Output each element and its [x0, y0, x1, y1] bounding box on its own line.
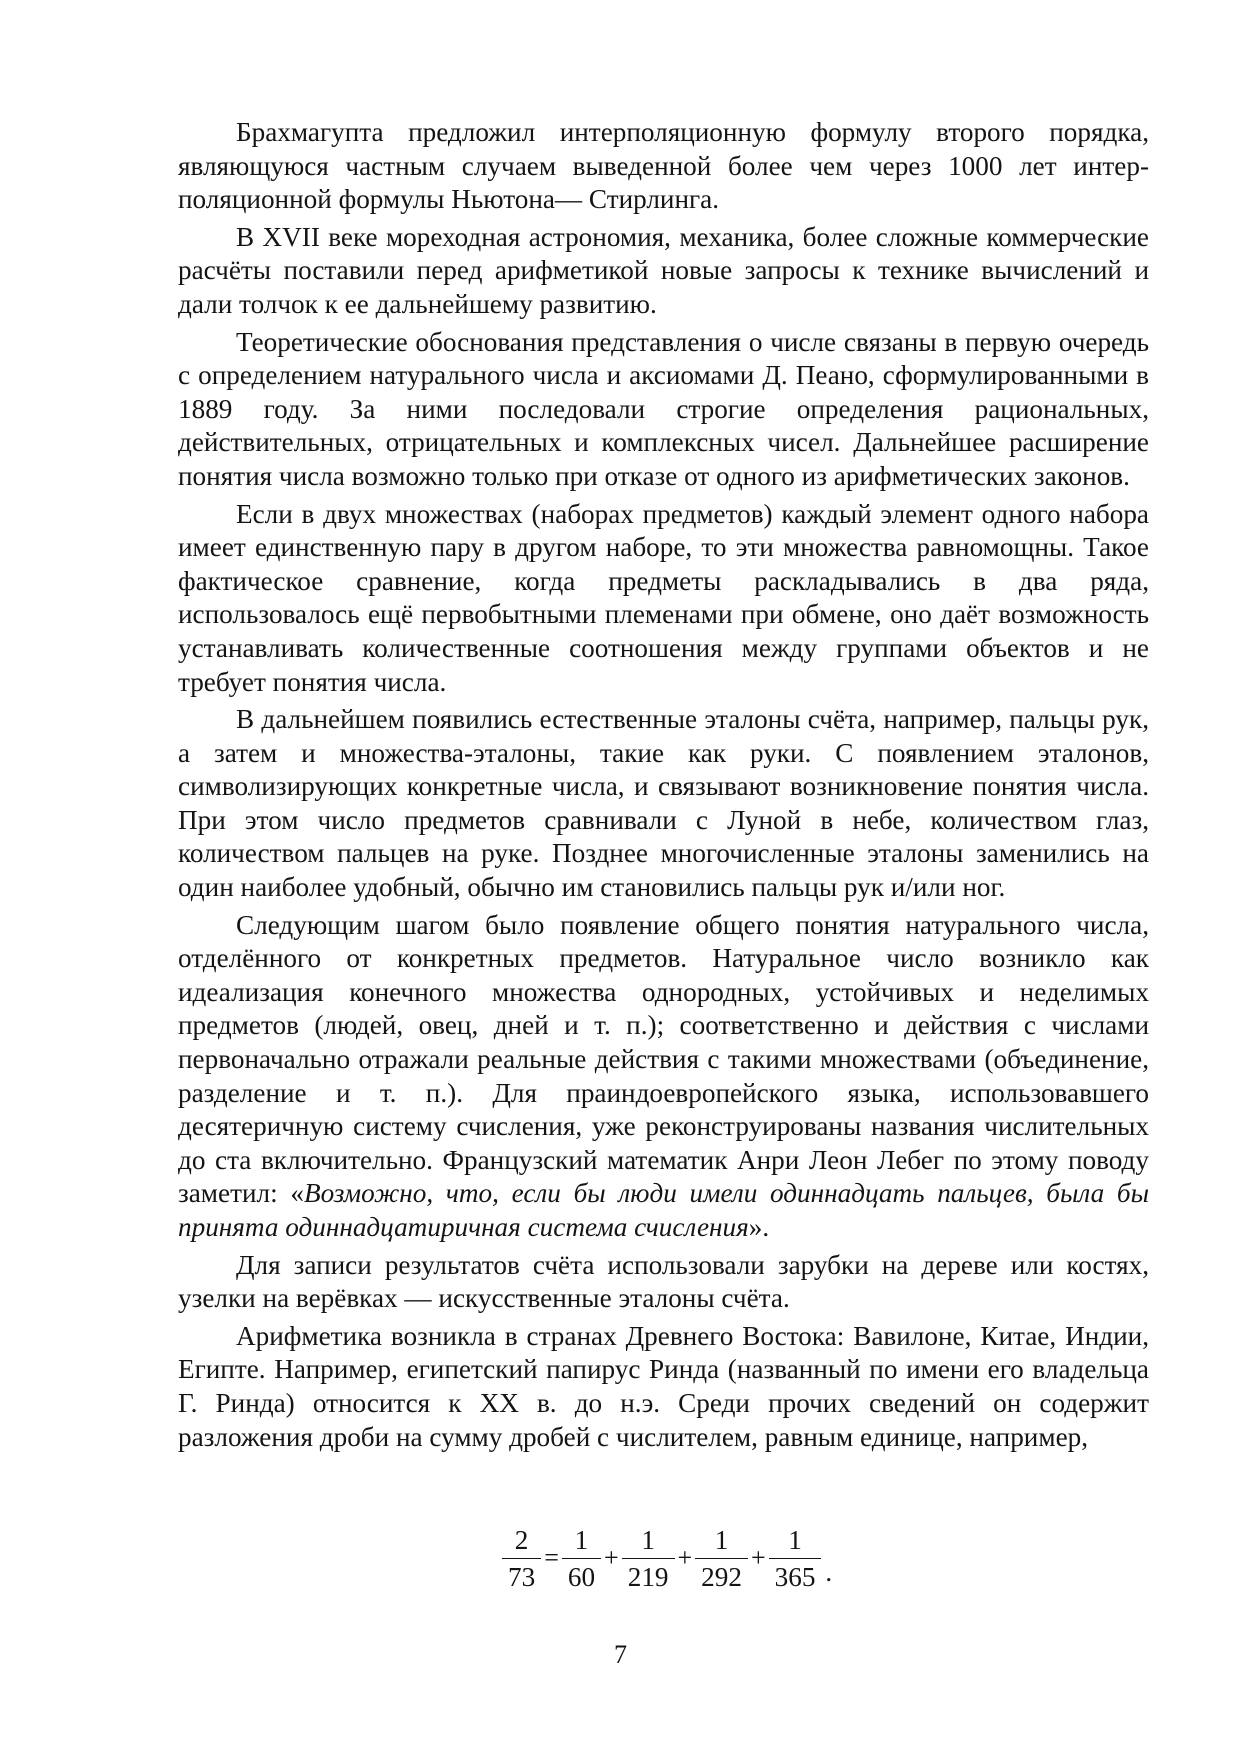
lebesgue-text-after: ». — [748, 1212, 770, 1242]
paragraph-natural-number — [178, 909, 1149, 1245]
fraction-term — [622, 1525, 675, 1592]
paragraph-brahmagupta: Брахмагупта предложил интерполяционную формулу второго порядка, являющуюся частным случаем выведенной более чем через 1000 лет интерполяционной формулы Ньютона— Стирлинга. — [178, 117, 1149, 215]
fraction-numerator: 1 — [788, 1524, 802, 1555]
plus-sign: + — [750, 1543, 766, 1572]
paragraph-notches: Для записи результатов счёта использовали зарубки на дереве или костях, узелки на верёвках — искусственные эталоны счёта. — [178, 1249, 1149, 1314]
fraction-term — [562, 1525, 601, 1592]
paragraph-peano: Теоретические обоснования представления о числе связаны в первую очередь с определением натурального числа и аксиомами Д. Пеано, сформулированными в 1889 году. За ними последовали строгие определения рациональных, действительных, отрицательных и комплексных чисел. Дальнейшее расширение понятия числа возможно только при отказе от одного из арифметических законов. — [178, 326, 1149, 491]
plus-sign: + — [604, 1543, 619, 1572]
fraction-numerator: 1 — [641, 1524, 655, 1555]
paragraph-counting-standards: В дальнейшем появились естественные эталоны счёта, например, пальцы рук, а затем и множества-эталоны, такие как руки. С появлением эталонов, символизирующих конкретные числа, и связывают возникновение понятия числа. При этом число предметов сравнивали с Луной в небе, количеством глаз, количеством пальцев на руке. Позднее многочисленные эталоны заменились на один наиболее удобный, обычно им становились пальцы рук и/или ног. — [178, 704, 1149, 903]
fraction-term — [695, 1525, 748, 1592]
page-body — [178, 116, 1149, 1458]
paragraph-arithmetic-origin: Арифметика возникла в странах Древнего Востока: Вавилоне, Китае, Индии, Египте. Например, египетский папирус Ринда (названный по имени его владельца Г. Ринда) относится к XX в. до н.э. Среди прочих сведений он содержит разложения дроби на сумму дробей с числителем, равным единице, например, — [178, 1320, 1149, 1452]
page-number: 7 — [614, 1640, 627, 1669]
paragraph-xvii-century: В XVII веке мореходная астрономия, механика, более сложные коммерческие расчёты поставили перед арифметикой новые запросы к технике вычислений и дали толчок к ее дальнейшему развитию. — [178, 221, 1149, 319]
fraction-lhs — [502, 1525, 541, 1592]
fraction-numerator: 2 — [514, 1524, 529, 1555]
fraction-denominator: 219 — [622, 1558, 675, 1592]
lebesgue-text-before: Следующим шагом было появление общего понятия натурального числа, отделённого от конкретных предметов. Натуральное число возникло как идеализация конечного множества однородных, устойчивых и неделимых предметов (людей, овец, дней и т. п.); соответственно и действия с числами первоначально отражали реальные действия с такими множествами (объединение, разделение и т. п.). Для праиндоевропейского языка, использовавшего десятеричную систему счисления, уже реконструированы названия числительных до ста включительно. Французский математик Анри Леон Лебег по этому поводу заметил: « — [178, 909, 1149, 1209]
plus-sign: + — [677, 1543, 693, 1572]
fraction-denominator: 365 — [769, 1558, 822, 1592]
lebesgue-quote: Возможно, что, если бы люди имели одиннадцать пальцев, была бы принята одиннадцатиричная система счисления — [178, 1178, 1149, 1242]
fraction-denominator: 292 — [695, 1558, 748, 1592]
fraction-denominator: 73 — [502, 1558, 541, 1592]
fraction-term — [769, 1525, 822, 1592]
fraction-numerator: 1 — [574, 1524, 589, 1555]
formula-period: . — [825, 1556, 833, 1587]
equals-sign: = — [544, 1543, 559, 1572]
paragraph-sets: Если в двух множествах (наборах предметов) каждый элемент одного набора имеет единственную пару в другом наборе, то эти множества равномощны. Такое фактическое сравнение, когда предметы раскладывались в два ряда, использовалось ещё первобытными племенами при обмене, оно даёт возможность устанавливать количественные соотношения между группами объектов и не требует понятия числа. — [178, 498, 1149, 697]
fraction-numerator: 1 — [714, 1524, 729, 1555]
egyptian-fraction-formula — [500, 1513, 832, 1603]
fraction-denominator: 60 — [562, 1558, 601, 1592]
